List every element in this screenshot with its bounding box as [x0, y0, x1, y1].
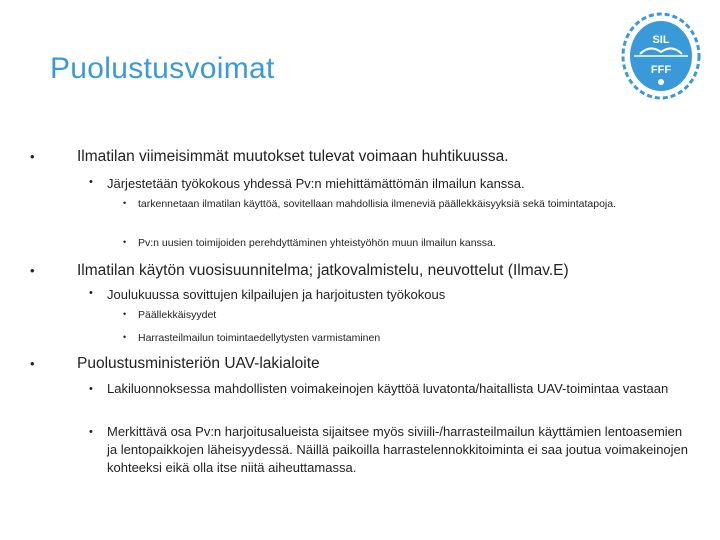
bullet-item-2: [30, 262, 569, 280]
sil-fff-logo: [620, 10, 702, 102]
sub-item-3-2: [89, 423, 692, 477]
bullet-marker: •: [89, 176, 93, 188]
sub-sub-item-1-1-2: [123, 236, 496, 251]
sub-sub-item-2-1-1: [123, 308, 217, 323]
bullet-marker: •: [30, 263, 35, 278]
bullet-item-3-text: Puolustusministeriön UAV-lakialoite: [77, 355, 320, 372]
sub-sub-item-2-1-1-text: Päällekkäisyydet: [138, 309, 217, 321]
sub-sub-item-1-1-1: [123, 197, 658, 212]
sub-sub-item-2-1-2: [123, 331, 381, 346]
sub-item-3-1: [89, 380, 692, 398]
bullet-marker: •: [89, 383, 93, 395]
bullet-marker: •: [123, 237, 127, 247]
logo-bottom-text: FFF: [650, 64, 672, 76]
sub-item-3-2-text: Merkittävä osa Pv:n harjoitusalueista sijaitsee myös siviili-/harrasteilmailun käyttämien lentoasemien ja lentopaikkojen läheisyydessä. Näillä paikoilla harrastelennokkitoiminta ei saa joutua voimakeinojen kohteeksi eikä olla itse niitä aiheuttamassa.: [107, 424, 689, 475]
sub-item-1-1-text: Järjestetään työkokous yhdessä Pv:n miehittämättömän ilmailun kanssa.: [107, 176, 525, 191]
sub-item-1-1: [89, 176, 525, 191]
bullet-marker: •: [89, 287, 93, 299]
bullet-item-2-text: Ilmatilan käytön vuosisuunnitelma; jatkovalmistelu, neuvottelut (Ilmav.E): [77, 262, 569, 279]
sub-sub-item-1-1-1-text: tarkennetaan ilmatilan käyttöä, sovitellaan mahdollisia ilmeneviä päällekkäisyyksiä sekä toimintatapoja.: [138, 198, 617, 210]
slide-title: Puolustusvoimat: [50, 52, 275, 85]
bullet-item-1-text: Ilmatilan viimeisimmät muutokset tulevat voimaan huhtikuussa.: [77, 148, 509, 165]
sub-sub-item-1-1-2-text: Pv:n uusien toimijoiden perehdyttäminen yhteistyöhön muun ilmailun kanssa.: [138, 237, 496, 249]
logo-top-text: SIL: [652, 34, 670, 46]
bullet-marker: •: [123, 332, 127, 342]
bullet-item-1: [30, 148, 509, 166]
sub-sub-item-2-1-2-text: Harrasteilmailun toimintaedellytysten varmistaminen: [138, 332, 381, 344]
bullet-item-3: [30, 355, 320, 373]
bullet-marker: •: [123, 309, 127, 319]
bullet-marker: •: [123, 198, 127, 208]
sub-item-3-1-text: Lakiluonnoksessa mahdollisten voimakeinojen käyttöä luvatonta/haitallista UAV-toimintaa vastaan: [107, 381, 669, 396]
sub-item-2-1-text: Joulukuussa sovittujen kilpailujen ja harjoitusten työkokous: [107, 287, 446, 302]
bullet-marker: •: [89, 426, 93, 438]
sub-item-2-1: [89, 287, 446, 302]
bullet-marker: •: [30, 356, 35, 371]
bullet-marker: •: [30, 149, 35, 164]
